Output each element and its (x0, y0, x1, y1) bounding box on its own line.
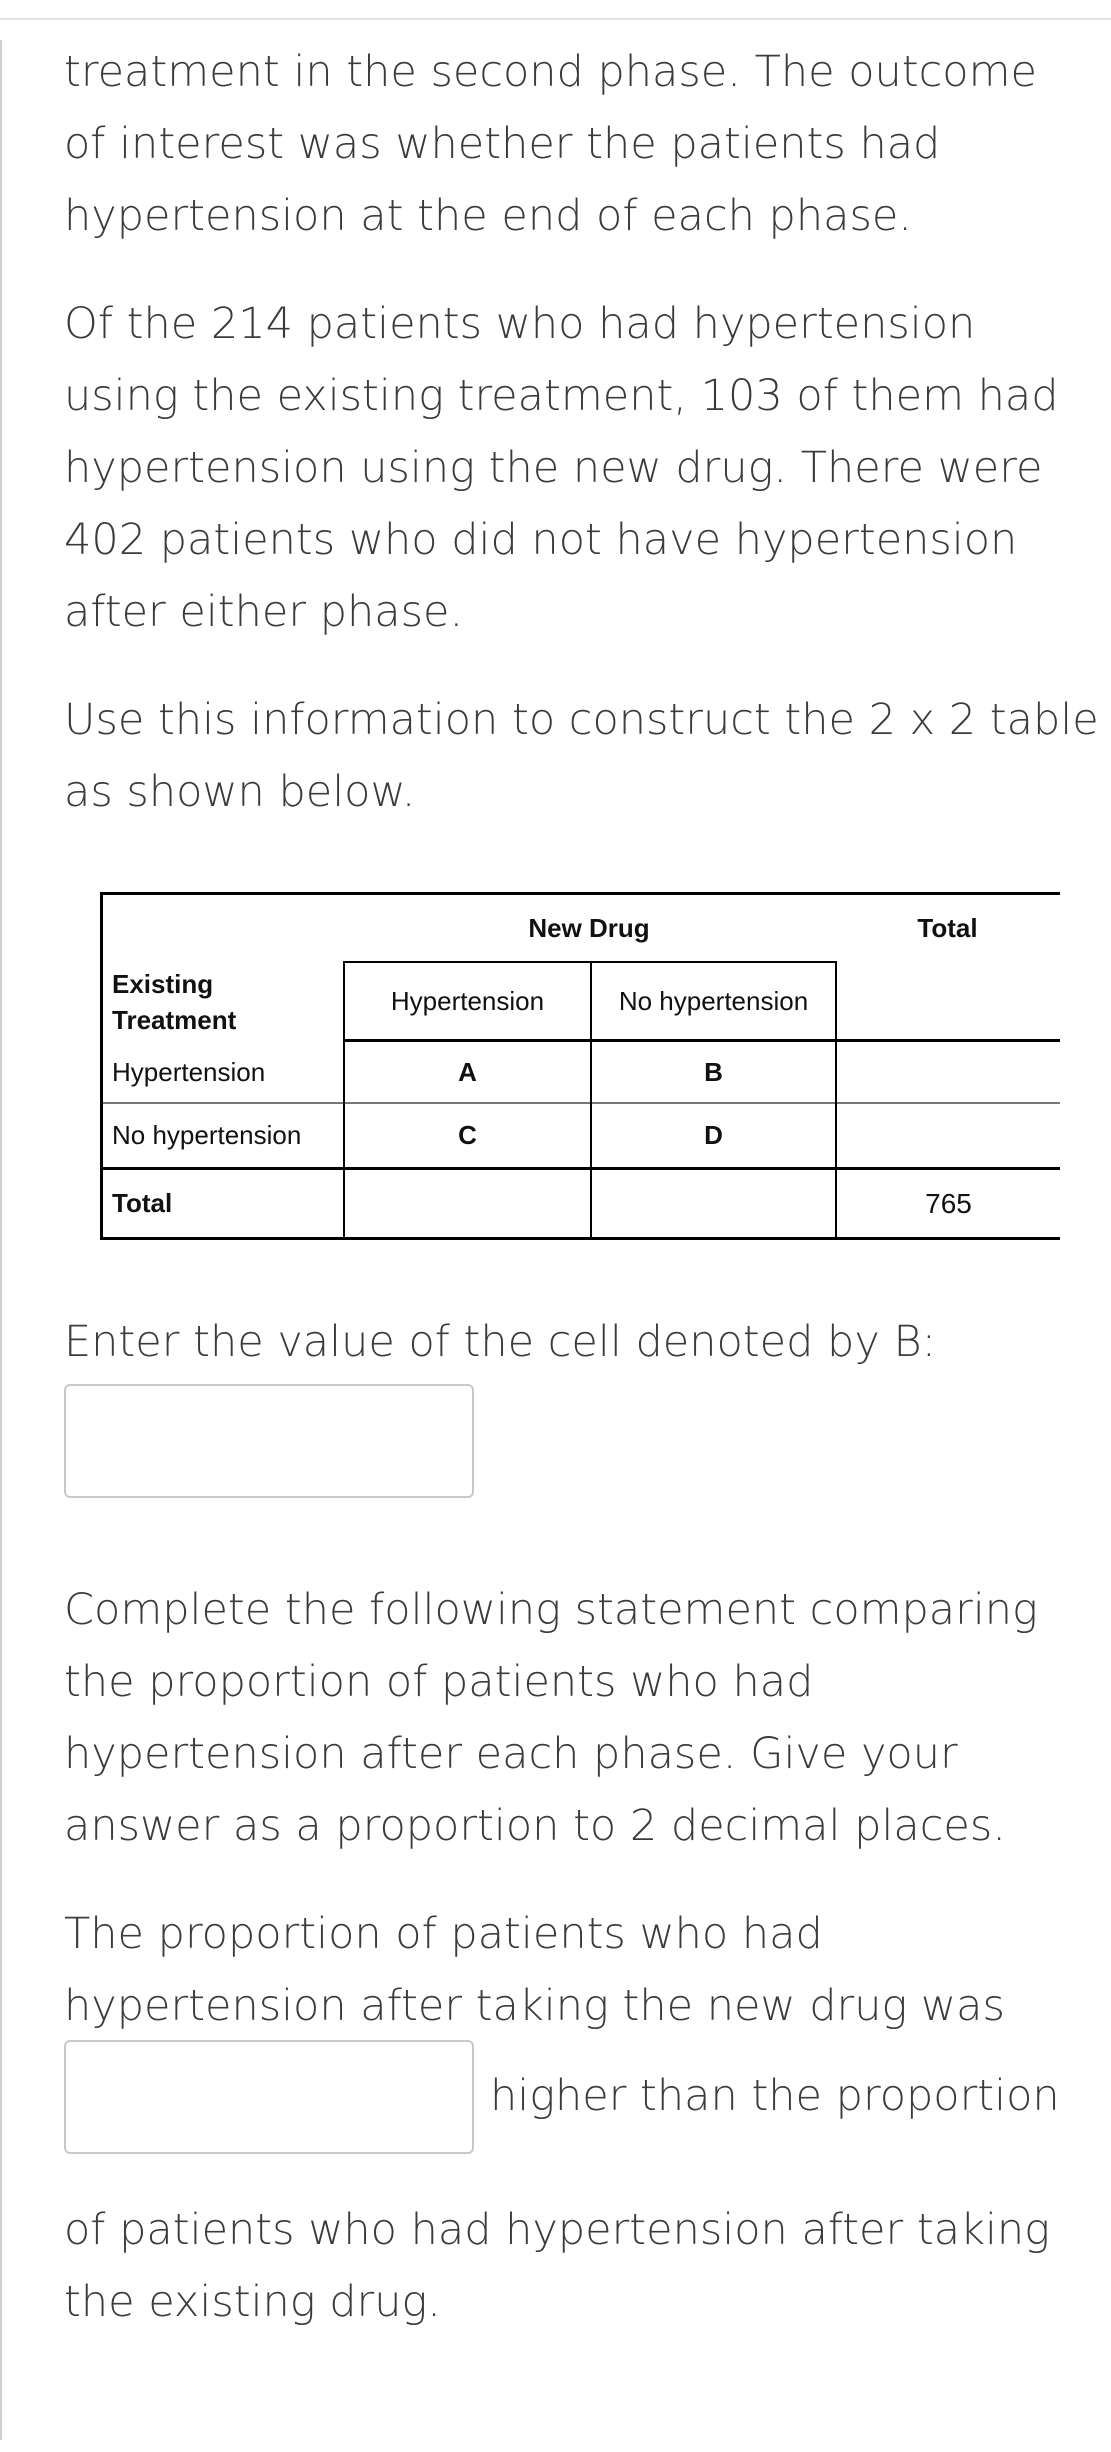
statement-end: of patients who had hypertension after taking the existing drug. (64, 2205, 1050, 2327)
contingency-table (100, 892, 1060, 1240)
table-top-border (100, 892, 1060, 895)
total-column-header: Total (917, 912, 978, 943)
intro-paragraph-1: treatment in the second phase. The outcome of interest was whether the patients had hypertension at the end of each phase. (64, 47, 1037, 241)
cell-a: A (458, 1056, 477, 1087)
statement-middle: higher than the proportion (490, 2071, 1060, 2121)
row-label-total: Total (112, 1188, 173, 1218)
cell-c: C (458, 1120, 477, 1150)
proportion-answer-input[interactable] (64, 2040, 474, 2154)
cell-b: B (704, 1056, 723, 1087)
row-label-hypertension: Hypertension (112, 1056, 266, 1087)
top-divider (0, 18, 1111, 20)
table-bottom-border (100, 1237, 1060, 1240)
new-drug-underline (343, 961, 835, 963)
col-header-no-hypertension: No hypertension (618, 986, 809, 1016)
cell-d: D (704, 1120, 723, 1150)
intro-paragraph-2: Of the 214 patients who had hypertension using the existing treatment, 103 of them had hypertension using the new drug. There were 402 patients who did not have hypertension after either phase. (64, 299, 1059, 637)
intro-paragraph-3: Use this information to construct the 2 x 2 table as shown below. (64, 695, 1099, 817)
left-border (0, 40, 2, 2440)
cell-b-answer-input[interactable] (64, 1384, 474, 1498)
col-header-hypertension: Hypertension (390, 986, 545, 1016)
question-b-prompt: Enter the value of the cell denoted by B: (64, 1317, 937, 1367)
statement-start: The proportion of patients who had hypertension after taking the new drug was (64, 1909, 1005, 2031)
existing-treatment-header: Existing Treatment (112, 969, 237, 1035)
table-left-border (100, 892, 103, 1240)
new-drug-header: New Drug (528, 912, 650, 943)
grand-total-value: 765 (925, 1187, 972, 1219)
row-label-no-hypertension: No hypertension (112, 1120, 302, 1150)
question-proportion-prompt: Complete the following statement comparing the proportion of patients who had hypertension after each phase. Give your answer as a proportion to 2 decimal places. (64, 1585, 1038, 1851)
